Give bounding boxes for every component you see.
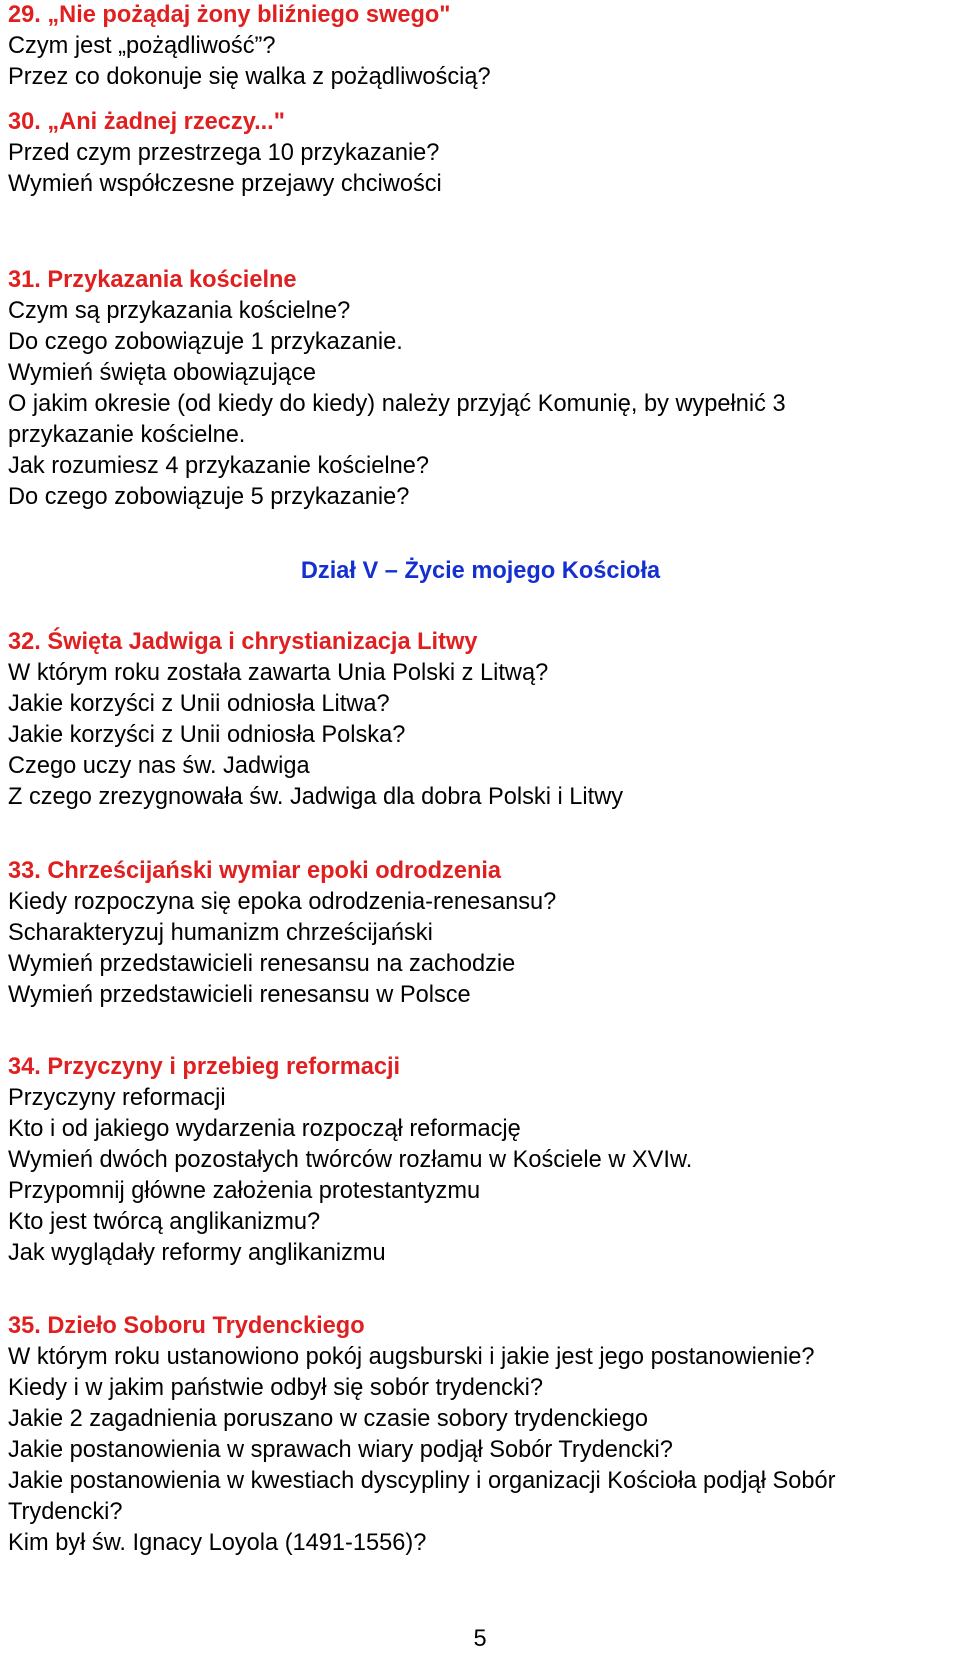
section-32 bbox=[8, 627, 623, 813]
question-line: Kiedy rozpoczyna się epoka odrodzenia-renesansu? bbox=[8, 889, 557, 915]
question-line: Do czego zobowiązuje 1 przykazanie. bbox=[8, 329, 403, 355]
question-line: Przyczyny reformacji bbox=[8, 1085, 226, 1111]
question-line: Wymień przedstawicieli renesansu w Polsce bbox=[8, 982, 471, 1008]
question-line: Kto i od jakiego wydarzenia rozpoczął reformację bbox=[8, 1116, 521, 1142]
question-line: Wymień święta obowiązujące bbox=[8, 360, 316, 386]
question-line: W którym roku ustanowiono pokój augsburski i jakie jest jego postanowienie? bbox=[8, 1344, 815, 1370]
section-heading: 33. Chrześcijański wymiar epoki odrodzenia bbox=[8, 858, 502, 884]
question-line: Jakie 2 zagadnienia poruszano w czasie sobory trydenckiego bbox=[8, 1406, 649, 1432]
section-33 bbox=[8, 856, 556, 1011]
section-31 bbox=[8, 265, 953, 513]
question-line: Wymień współczesne przejawy chciwości bbox=[8, 171, 442, 197]
section-34 bbox=[8, 1052, 692, 1269]
question-line: Jakie korzyści z Unii odniosła Litwa? bbox=[8, 691, 390, 717]
question-line: W którym roku została zawarta Unia Polski z Litwą? bbox=[8, 660, 549, 686]
section-heading: 30. „Ani żadnej rzeczy..." bbox=[8, 109, 285, 135]
section-heading: 31. Przykazania kościelne bbox=[8, 267, 297, 293]
question-line: Kim był św. Ignacy Loyola (1491-1556)? bbox=[8, 1530, 427, 1556]
question-line: Jakie postanowienia w sprawach wiary podjął Sobór Trydencki? bbox=[8, 1437, 673, 1463]
question-line: Jak rozumiesz 4 przykazanie kościelne? bbox=[8, 453, 429, 479]
question-line: Kto jest twórcą anglikanizmu? bbox=[8, 1209, 321, 1235]
question-line: Scharakteryzuj humanizm chrześcijański bbox=[8, 920, 433, 946]
question-line: Jak wyglądały reformy anglikanizmu bbox=[8, 1240, 386, 1266]
question-line: Przed czym przestrzega 10 przykazanie? bbox=[8, 140, 440, 166]
section-35 bbox=[8, 1311, 953, 1559]
section-heading: 32. Święta Jadwiga i chrystianizacja Litwy bbox=[8, 629, 478, 655]
page-number: 5 bbox=[473, 1626, 487, 1652]
section-heading: 29. „Nie pożądaj żony bliźniego swego" bbox=[8, 2, 451, 28]
question-line: Jakie korzyści z Unii odniosła Polska? bbox=[8, 722, 406, 748]
question-line: Przez co dokonuje się walka z pożądliwością? bbox=[8, 64, 491, 90]
question-line: Czym jest „pożądliwość”? bbox=[8, 33, 276, 59]
question-line: Czego uczy nas św. Jadwiga bbox=[8, 753, 310, 779]
question-line: Przypomnij główne założenia protestantyzmu bbox=[8, 1178, 481, 1204]
section-heading: 35. Dzieło Soboru Trydenckiego bbox=[8, 1313, 365, 1339]
part-title-block bbox=[8, 556, 953, 587]
section-heading: 34. Przyczyny i przebieg reformacji bbox=[8, 1054, 401, 1080]
question-line: Wymień dwóch pozostałych twórców rozłamu w Kościele w XVIw. bbox=[8, 1147, 693, 1173]
question-line: Do czego zobowiązuje 5 przykazanie? bbox=[8, 484, 410, 510]
section-30 bbox=[8, 107, 442, 200]
section-29 bbox=[8, 0, 491, 93]
question-line: Czym są przykazania kościelne? bbox=[8, 298, 351, 324]
question-line: Z czego zrezygnowała św. Jadwiga dla dobra Polski i Litwy bbox=[8, 784, 624, 810]
question-line: O jakim okresie (od kiedy do kiedy) należy przyjąć Komunię, by wypełnić 3 przykazanie kościelne. bbox=[8, 391, 786, 448]
question-line: Wymień przedstawicieli renesansu na zachodzie bbox=[8, 951, 516, 977]
question-line: Kiedy i w jakim państwie odbył się sobór trydencki? bbox=[8, 1375, 544, 1401]
part-title: Dział V – Życie mojego Kościoła bbox=[300, 558, 661, 584]
question-line: Jakie postanowienia w kwestiach dyscypliny i organizacji Kościoła podjął Sobór Trydencki? bbox=[8, 1468, 836, 1525]
